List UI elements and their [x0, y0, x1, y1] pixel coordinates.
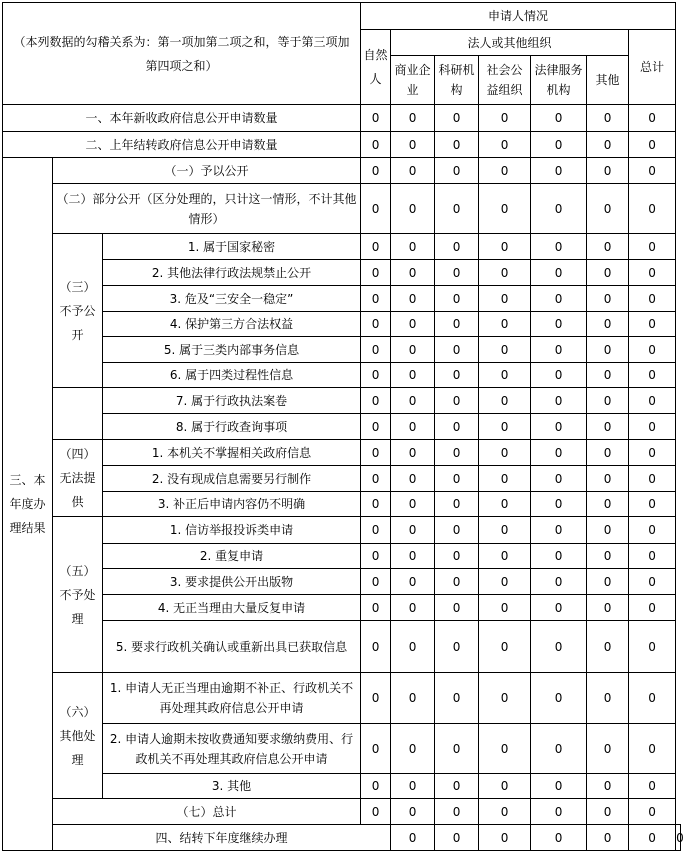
- cell-legal-service: 0: [531, 440, 587, 466]
- cell-public-welfare: 0: [531, 825, 587, 851]
- row-label: 8. 属于行政查询事项: [103, 414, 361, 440]
- cell-total: 0: [629, 621, 676, 673]
- cell-legal-service: 0: [531, 517, 587, 544]
- row-label: 1. 申请人无正当理由逾期不补正、行政机关不再处理其政府信息公开申请: [103, 673, 361, 724]
- cell-other: 0: [587, 544, 629, 569]
- row-not-disclosed-3: [3, 286, 681, 312]
- cell-natural-person: 0: [361, 774, 391, 799]
- cell-public-welfare: 0: [479, 492, 531, 517]
- cell-public-welfare: 0: [479, 621, 531, 673]
- row-label: 1. 信访举报投诉类申请: [103, 517, 361, 544]
- cell-legal-service: 0: [531, 492, 587, 517]
- cell-business: 0: [391, 621, 435, 673]
- row-section3-total: [3, 799, 681, 825]
- cell-business: 0: [391, 132, 435, 158]
- cell-legal-service: 0: [531, 234, 587, 260]
- row-unavailable-1: [3, 440, 681, 466]
- cell-business: 0: [391, 234, 435, 260]
- cell-business: 0: [391, 414, 435, 440]
- row-not-disclosed-2: [3, 260, 681, 286]
- cell-research: 0: [435, 724, 479, 774]
- cell-business: 0: [391, 799, 435, 825]
- row-label: 5. 要求行政机关确认或重新出具已获取信息: [103, 621, 361, 673]
- cell-other: 0: [587, 234, 629, 260]
- cell-natural-person: 0: [361, 544, 391, 569]
- header-col-legal-service: 法律服务机构: [531, 56, 587, 105]
- cell-business: 0: [391, 388, 435, 414]
- cell-public-welfare: 0: [479, 312, 531, 337]
- cell-research: 0: [435, 569, 479, 595]
- row-not-disclosed-6: [3, 363, 681, 388]
- not-processed-label: （五）不予处理: [53, 517, 103, 673]
- cell-total: 0: [629, 544, 676, 569]
- cell-public-welfare: 0: [479, 517, 531, 544]
- cell-other: 0: [587, 673, 629, 724]
- cell-research: 0: [435, 260, 479, 286]
- cell-legal-service: 0: [531, 799, 587, 825]
- row-other-processing-2: [3, 724, 681, 774]
- cell-legal-service: 0: [531, 388, 587, 414]
- cell-natural-person: 0: [361, 673, 391, 724]
- row-label: 2. 重复申请: [103, 544, 361, 569]
- cell-other: 0: [587, 621, 629, 673]
- cell-business: 0: [391, 286, 435, 312]
- cell-research: 0: [435, 544, 479, 569]
- cell-legal-service: 0: [531, 621, 587, 673]
- row-label: （二）部分公开（区分处理的，只计这一情形，不计其他情形）: [53, 184, 361, 234]
- cell-business: 0: [391, 105, 435, 132]
- cell-other: 0: [587, 414, 629, 440]
- row-not-disclosed-4: [3, 312, 681, 337]
- header-legal-group: 法人或其他组织: [391, 30, 629, 56]
- cell-natural-person: 0: [361, 184, 391, 234]
- cell-research: 0: [435, 414, 479, 440]
- row-label: 6. 属于四类过程性信息: [103, 363, 361, 388]
- header-row-1: [3, 3, 681, 30]
- cell-natural-person: 0: [361, 595, 391, 621]
- cell-other: 0: [587, 337, 629, 363]
- row-unavailable-3: [3, 492, 681, 517]
- cell-legal-service: 0: [531, 544, 587, 569]
- cell-research: 0: [435, 595, 479, 621]
- row-other-processing-1: [3, 673, 681, 724]
- cell-public-welfare: 0: [479, 595, 531, 621]
- row-label: 3. 危及“三安全一稳定”: [103, 286, 361, 312]
- cell-other: 0: [587, 105, 629, 132]
- section3-label: 三、本年度办理结果: [3, 158, 53, 851]
- cell-business: 0: [391, 184, 435, 234]
- cell-research: 0: [435, 158, 479, 184]
- row-not-processed-4: [3, 595, 681, 621]
- cell-research: 0: [435, 286, 479, 312]
- row-label: （七）总计: [53, 799, 361, 825]
- cell-research: 0: [479, 825, 531, 851]
- cell-other: 0: [587, 569, 629, 595]
- cell-legal-service: 0: [531, 132, 587, 158]
- row-not-processed-1: [3, 517, 681, 544]
- cell-research: 0: [435, 492, 479, 517]
- unavailable-label: （四）无法提供: [53, 440, 103, 517]
- cell-total: 0: [629, 132, 676, 158]
- cell-public-welfare: 0: [479, 774, 531, 799]
- row-label: 5. 属于三类内部事务信息: [103, 337, 361, 363]
- cell-natural-person: 0: [361, 569, 391, 595]
- row-carry-forward: [3, 825, 681, 851]
- cell-business: 0: [391, 492, 435, 517]
- cell-public-welfare: 0: [479, 544, 531, 569]
- cell-research: 0: [435, 517, 479, 544]
- cell-natural-person: 0: [361, 799, 391, 825]
- cell-legal-service: 0: [531, 774, 587, 799]
- cell-public-welfare: 0: [479, 286, 531, 312]
- cell-public-welfare: 0: [479, 673, 531, 724]
- cell-total: 0: [629, 158, 676, 184]
- cell-other: 0: [587, 388, 629, 414]
- row-label: 3. 要求提供公开出版物: [103, 569, 361, 595]
- cell-other: 0: [587, 799, 629, 825]
- row-carried-over: [3, 132, 681, 158]
- cell-natural-person: 0: [361, 105, 391, 132]
- cell-research: 0: [435, 774, 479, 799]
- header-col-other: 其他: [587, 56, 629, 105]
- row-label: 1. 本机关不掌握相关政府信息: [103, 440, 361, 466]
- cell-public-welfare: 0: [479, 337, 531, 363]
- cell-public-welfare: 0: [479, 363, 531, 388]
- cell-research: 0: [435, 312, 479, 337]
- cell-total: 0: [629, 363, 676, 388]
- cell-legal-service: 0: [531, 105, 587, 132]
- row-label: 2. 没有现成信息需要另行制作: [103, 466, 361, 492]
- cell-public-welfare: 0: [479, 799, 531, 825]
- cell-natural-person: 0: [361, 158, 391, 184]
- cell-natural-person: 0: [361, 517, 391, 544]
- header-total: 总计: [629, 30, 676, 105]
- cell-business: 0: [391, 595, 435, 621]
- cell-public-welfare: 0: [479, 260, 531, 286]
- row-other-processing-3: [3, 774, 681, 799]
- cell-public-welfare: 0: [479, 724, 531, 774]
- cell-business: 0: [391, 466, 435, 492]
- header-note: （本列数据的勾稽关系为：第一项加第二项之和，等于第三项加第四项之和）: [3, 3, 361, 105]
- cell-total: 0: [629, 517, 676, 544]
- cell-business: 0: [435, 825, 479, 851]
- cell-total: 0: [629, 774, 676, 799]
- row-label: 2. 其他法律行政法规禁止公开: [103, 260, 361, 286]
- cell-research: 0: [435, 132, 479, 158]
- cell-total: 0: [629, 492, 676, 517]
- cell-total: 0: [629, 724, 676, 774]
- cell-natural-person: 0: [361, 414, 391, 440]
- cell-other: 0: [587, 184, 629, 234]
- row-label: 7. 属于行政执法案卷: [103, 388, 361, 414]
- blank-cell: [53, 388, 103, 440]
- disclosure-statistics-table: [2, 2, 684, 851]
- cell-total: 0: [629, 105, 676, 132]
- cell-natural-person: 0: [361, 440, 391, 466]
- row-not-disclosed-1: [3, 234, 681, 260]
- cell-public-welfare: 0: [479, 569, 531, 595]
- cell-natural-person: 0: [361, 363, 391, 388]
- cell-public-welfare: 0: [479, 184, 531, 234]
- row-label: 一、本年新收政府信息公开申请数量: [3, 105, 361, 132]
- cell-legal-service: 0: [531, 337, 587, 363]
- cell-other: 0: [587, 312, 629, 337]
- cell-business: 0: [391, 337, 435, 363]
- cell-total: 0: [629, 673, 676, 724]
- cell-legal-service: 0: [531, 673, 587, 724]
- cell-research: 0: [435, 105, 479, 132]
- cell-total: 0: [629, 595, 676, 621]
- header-col-research: 科研机构: [435, 56, 479, 105]
- header-applicant-info: 申请人情况: [361, 3, 676, 30]
- header-natural-person: 自然人: [361, 30, 391, 105]
- row-label: （一）予以公开: [53, 158, 361, 184]
- row-label: 3. 其他: [103, 774, 361, 799]
- cell-business: 0: [391, 569, 435, 595]
- cell-natural-person: 0: [361, 132, 391, 158]
- cell-legal-service: 0: [531, 414, 587, 440]
- cell-business: 0: [391, 544, 435, 569]
- cell-business: 0: [391, 158, 435, 184]
- cell-other: 0: [587, 363, 629, 388]
- cell-research: 0: [435, 337, 479, 363]
- cell-legal-service: 0: [531, 569, 587, 595]
- cell-natural-person: 0: [361, 312, 391, 337]
- cell-legal-service: 0: [531, 724, 587, 774]
- row-label: 1. 属于国家秘密: [103, 234, 361, 260]
- row-not-disclosed-7: [3, 388, 681, 414]
- cell-total: 0: [629, 234, 676, 260]
- cell-total: 0: [629, 440, 676, 466]
- cell-business: 0: [391, 312, 435, 337]
- cell-legal-service: 0: [531, 158, 587, 184]
- row-label: 4. 保护第三方合法权益: [103, 312, 361, 337]
- cell-total: 0: [629, 337, 676, 363]
- row-partial-disclosed: [3, 184, 681, 234]
- cell-total: 0: [629, 799, 676, 825]
- cell-public-welfare: 0: [479, 388, 531, 414]
- row-not-processed-2: [3, 544, 681, 569]
- cell-total: 0: [629, 312, 676, 337]
- cell-public-welfare: 0: [479, 466, 531, 492]
- cell-research: 0: [435, 673, 479, 724]
- row-label: 4. 无正当理由大量反复申请: [103, 595, 361, 621]
- row-not-processed-5: [3, 621, 681, 673]
- cell-research: 0: [435, 799, 479, 825]
- header-col-public-welfare: 社会公益组织: [479, 56, 531, 105]
- cell-other: 0: [587, 132, 629, 158]
- cell-business: 0: [391, 440, 435, 466]
- cell-total: 0: [676, 825, 681, 851]
- cell-public-welfare: 0: [479, 132, 531, 158]
- cell-other: 0: [587, 595, 629, 621]
- row-new-applications: [3, 105, 681, 132]
- cell-total: 0: [629, 286, 676, 312]
- cell-total: 0: [629, 414, 676, 440]
- cell-research: 0: [435, 234, 479, 260]
- cell-public-welfare: 0: [479, 158, 531, 184]
- cell-legal-service: 0: [531, 286, 587, 312]
- cell-other: 0: [587, 158, 629, 184]
- cell-research: 0: [435, 621, 479, 673]
- cell-total: 0: [629, 388, 676, 414]
- cell-research: 0: [435, 440, 479, 466]
- cell-research: 0: [435, 184, 479, 234]
- cell-business: 0: [391, 673, 435, 724]
- header-col-business: 商业企业: [391, 56, 435, 105]
- cell-natural-person: 0: [361, 466, 391, 492]
- cell-other: 0: [587, 724, 629, 774]
- cell-other: 0: [587, 492, 629, 517]
- cell-public-welfare: 0: [479, 440, 531, 466]
- row-label: 3. 补正后申请内容仍不明确: [103, 492, 361, 517]
- other-processing-label: （六）其他处理: [53, 673, 103, 799]
- cell-business: 0: [391, 260, 435, 286]
- cell-natural-person: 0: [361, 492, 391, 517]
- row-not-disclosed-8: [3, 414, 681, 440]
- not-disclosed-label: （三）不予公开: [53, 234, 103, 388]
- row-not-disclosed-5: [3, 337, 681, 363]
- cell-natural-person: 0: [361, 724, 391, 774]
- cell-business: 0: [391, 517, 435, 544]
- row-not-processed-3: [3, 569, 681, 595]
- cell-natural-person: 0: [391, 825, 435, 851]
- cell-total: 0: [629, 466, 676, 492]
- cell-natural-person: 0: [361, 388, 391, 414]
- cell-legal-service: 0: [531, 363, 587, 388]
- cell-legal-service: 0: [531, 595, 587, 621]
- cell-business: 0: [391, 774, 435, 799]
- cell-business: 0: [391, 724, 435, 774]
- cell-research: 0: [435, 388, 479, 414]
- cell-legal-service: 0: [531, 260, 587, 286]
- cell-business: 0: [391, 363, 435, 388]
- cell-other: 0: [587, 286, 629, 312]
- cell-other: 0: [587, 774, 629, 799]
- cell-natural-person: 0: [361, 260, 391, 286]
- cell-legal-service: 0: [531, 466, 587, 492]
- cell-natural-person: 0: [361, 621, 391, 673]
- cell-natural-person: 0: [361, 234, 391, 260]
- cell-natural-person: 0: [361, 286, 391, 312]
- cell-other: 0: [587, 466, 629, 492]
- cell-legal-service: 0: [531, 312, 587, 337]
- cell-public-welfare: 0: [479, 105, 531, 132]
- row-label: 四、结转下年度继续办理: [53, 825, 391, 851]
- cell-public-welfare: 0: [479, 234, 531, 260]
- row-disclosed: [3, 158, 681, 184]
- cell-total: 0: [629, 569, 676, 595]
- cell-other: 0: [587, 440, 629, 466]
- row-label: 2. 申请人逾期未按收费通知要求缴纳费用、行政机关不再处理其政府信息公开申请: [103, 724, 361, 774]
- cell-natural-person: 0: [361, 337, 391, 363]
- cell-research: 0: [435, 466, 479, 492]
- cell-other: 0: [629, 825, 676, 851]
- cell-other: 0: [587, 517, 629, 544]
- cell-legal-service: 0: [587, 825, 629, 851]
- row-label: 二、上年结转政府信息公开申请数量: [3, 132, 361, 158]
- cell-other: 0: [587, 260, 629, 286]
- cell-research: 0: [435, 363, 479, 388]
- cell-legal-service: 0: [531, 184, 587, 234]
- cell-total: 0: [629, 184, 676, 234]
- cell-public-welfare: 0: [479, 414, 531, 440]
- cell-total: 0: [629, 260, 676, 286]
- row-unavailable-2: [3, 466, 681, 492]
